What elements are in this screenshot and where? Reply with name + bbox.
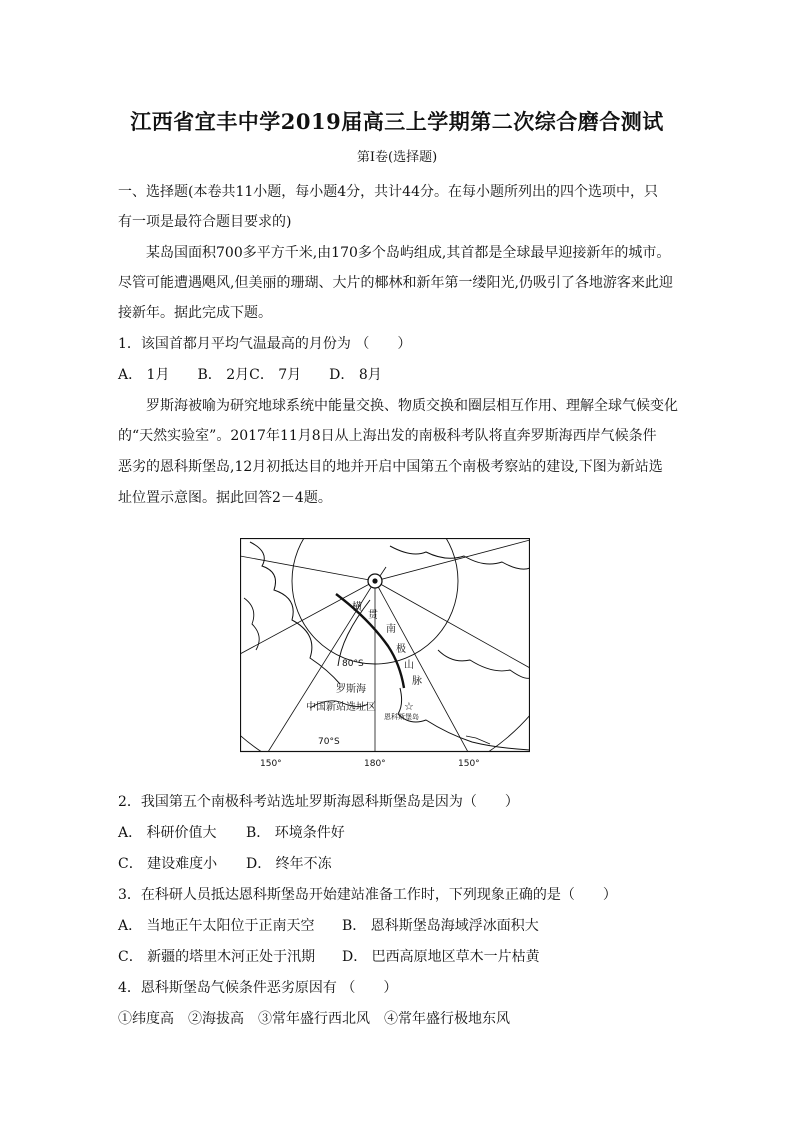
south-pole-dot	[372, 578, 377, 583]
section-subtitle: 第Ⅰ卷(选择题)	[356, 150, 438, 165]
mountain-char-2: 贯	[368, 610, 378, 621]
passage1-line-3: 接新年。据此完成下题。	[118, 305, 272, 321]
question-2-stem: 2．我国第五个南极科考站选址罗斯海恩科斯堡岛是因为（ ）	[118, 794, 519, 810]
question-3-option-d: D． 巴西高原地区草木一片枯黄	[342, 949, 540, 965]
latitude-80-label: 80°S	[342, 659, 364, 669]
ross-sea-label: 罗斯海	[336, 684, 366, 695]
new-site-label: 中国新站选址区	[306, 702, 376, 713]
question-4-stem: 4．恩科斯堡岛气候条件恶劣原因有 （ ）	[118, 980, 398, 996]
question-2-option-c: C． 建设难度小	[118, 856, 218, 872]
question-1-stem: 1．该国首都月平均气温最高的月份为 （ ）	[118, 336, 412, 352]
question-2-option-d: D． 终年不冻	[246, 856, 332, 872]
question-4-options: ①纬度高 ②海拔高 ③常年盛行西北风 ④常年盛行极地东风	[118, 1011, 510, 1027]
question-3-option-a: A． 当地正午太阳位于正南天空	[118, 918, 315, 934]
question-3-option-b: B． 恩科斯堡岛海域浮冰面积大	[342, 918, 539, 934]
antarctic-site-map	[240, 538, 530, 778]
question-2-option-a: A． 科研价值大	[118, 825, 217, 841]
instruction-line-1: 一、选择题(本卷共11小题，每小题4分，共计44分。在每小题所列出的四个选项中，只	[118, 184, 658, 200]
passage2-line-2: 的“天然实验室”。2017年11月8日从上海出发的南极科考队将直奔罗斯海西岸气候条件	[118, 428, 657, 444]
question-1-options: A． 1月 B． 2月C． 7月 D． 8月	[118, 367, 382, 383]
latitude-70-label: 70°S	[318, 737, 340, 747]
mountain-char-1: 横	[352, 602, 362, 613]
station-star-icon: ☆	[404, 700, 414, 713]
question-2-option-b: B． 环境条件好	[246, 825, 345, 841]
longitude-150-right: 150°	[458, 759, 480, 769]
page-title: 江西省宜丰中学2019届高三上学期第二次综合磨合测试	[130, 109, 664, 134]
mountain-char-3: 南	[386, 624, 396, 635]
mountain-char-4: 极	[396, 644, 406, 655]
passage2-line-1: 罗斯海被喻为研究地球系统中能量交换、物质交换和圈层相互作用、理解全球气候变化	[146, 398, 678, 414]
longitude-150-left: 150°	[260, 759, 282, 769]
mountain-char-6: 脉	[412, 676, 422, 687]
instruction-line-2: 有一项是最符合题目要求的)	[118, 214, 292, 230]
passage1-line-1: 某岛国面积700多平方千米,由170多个岛屿组成,其首都是全球最早迎接新年的城市。	[146, 245, 671, 261]
passage2-line-4: 址位置示意图。据此回答2－4题。	[118, 490, 332, 506]
question-3-stem: 3．在科研人员抵达恩科斯堡岛开始建站准备工作时，下列现象正确的是（ ）	[118, 887, 617, 903]
passage1-line-2: 尽管可能遭遇飓风,但美丽的珊瑚、大片的椰林和新年第一缕阳光,仍吸引了各地游客来此迎	[118, 275, 673, 291]
question-3-option-c: C． 新疆的塔里木河正处于汛期	[118, 949, 316, 965]
mountain-char-5: 山	[404, 660, 414, 671]
longitude-180: 180°	[364, 759, 386, 769]
inexpressible-island-label: 恩科斯堡岛	[384, 713, 419, 721]
passage2-line-3: 恶劣的恩科斯堡岛,12月初抵达目的地并开启中国第五个南极考察站的建设,下图为新站选	[118, 459, 663, 475]
